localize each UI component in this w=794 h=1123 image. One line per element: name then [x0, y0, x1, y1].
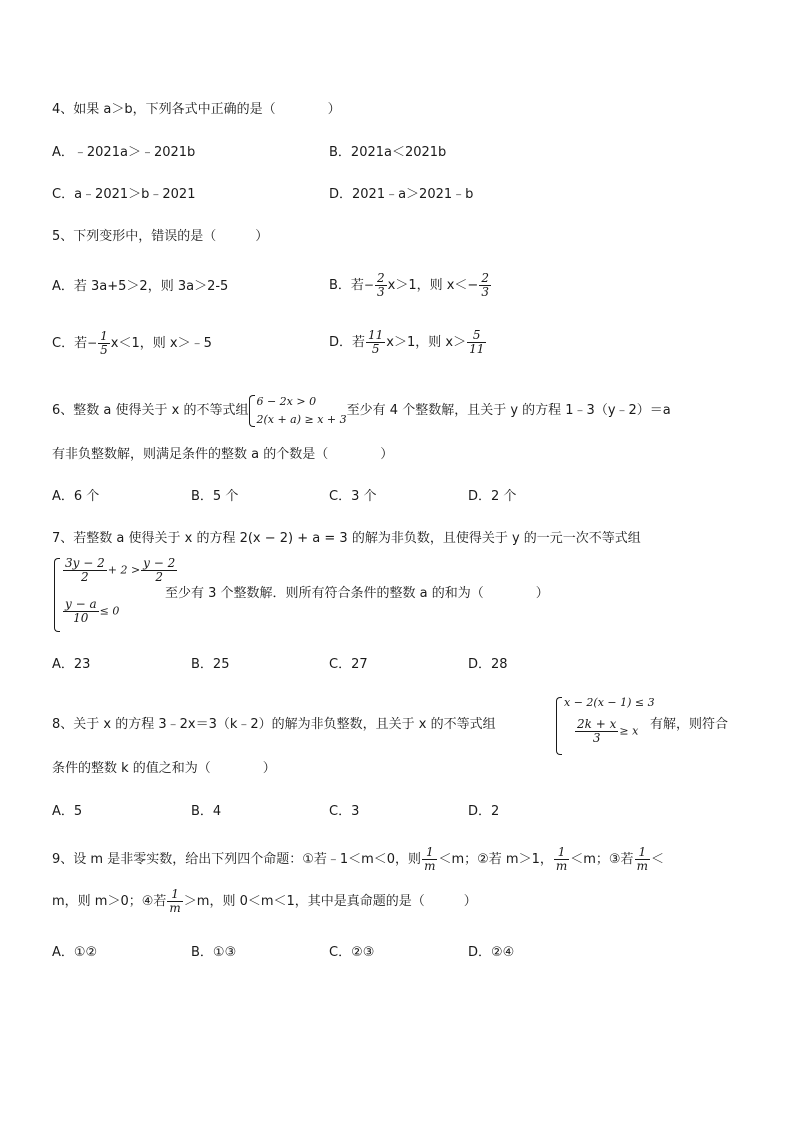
q9-fraction-2: $\frac{1}{m}$	[555, 845, 568, 873]
q5-option-d	[329, 328, 487, 358]
q5-b-prefix: B．若	[329, 278, 364, 293]
q7-le: ≤ 0	[99, 604, 120, 618]
q5-stem: 5、下列变形中，错误的是（ ）	[52, 229, 269, 244]
q7-option-a: A．23	[52, 657, 91, 672]
q6-option-a: A．6 个	[52, 489, 100, 504]
q9-l1-b: ＜m；②若 m＞1，	[438, 852, 553, 867]
q7-row2	[62, 598, 119, 625]
q9-fraction-3: $\frac{1}{m}$	[636, 845, 648, 873]
q6-stem-b: 至少有 4 个整数解，且关于 y 的方程 1﹣3（y﹣2）＝a	[346, 403, 671, 418]
q6-stem-a: 6、整数 a 使得关于 x 的不等式组	[52, 403, 249, 418]
q8-stem-a: 8、关于 x 的方程 3﹣2x＝3（k﹣2）的解为非负整数，且关于 x 的不等式组	[52, 717, 496, 732]
q5-d-prefix: D．若	[329, 335, 366, 350]
q9-option-d: D．②④	[468, 945, 515, 960]
q6-option-c: C．3 个	[329, 489, 377, 504]
q6-option-d: D．2 个	[468, 489, 517, 504]
q5-d-fraction-1: $\frac{11}{5}$	[368, 328, 384, 356]
q7-fraction-3: $\frac{y - a}{10}$	[65, 597, 97, 625]
q5-option-b: B．若− $\frac{2}{3}$ x＞1，则 x＜− $\frac{2}{3}$	[329, 271, 489, 299]
q7-row1	[62, 557, 178, 584]
q9-line2	[52, 887, 477, 917]
q7-fraction-1: $\frac{3y - 2}{2}$	[65, 556, 105, 584]
q5-c-fraction: $\frac{1}{5}$	[100, 329, 108, 357]
q5-b-middle: x＞1，则 x＜−	[387, 278, 479, 293]
q9-l2-b: ＞m，则 0＜m＜1，其中是真命题的是（ ）	[183, 894, 477, 909]
q8-option-d: D．2	[468, 804, 500, 819]
q8-fraction: $\frac{2k + x}{3}$	[577, 717, 617, 745]
q7-stem-a: 7、若整数 a 使得关于 x 的方程 2(x − 2) + a = 3 的解为非负数，且使得关于 y 的一元一次不等式组	[52, 531, 641, 546]
q7-op: + 2 >	[107, 563, 141, 577]
q7-fraction-2: $\frac{y - 2}{2}$	[143, 556, 176, 584]
q4-stem: 4、如果 a＞b，下列各式中正确的是（ ）	[52, 102, 341, 117]
q9-option-c: C．②③	[329, 945, 375, 960]
q8-ge: ≥ x	[619, 724, 639, 738]
q9-l1-d: ＜	[650, 852, 664, 867]
q4-option-b: B．2021a＜2021b	[329, 145, 447, 160]
q8-row1: x − 2(x − 1) ≤ 3	[564, 696, 655, 709]
q8-option-c: C．3	[329, 804, 360, 819]
q4-option-c: C．a﹣2021＞b﹣2021	[52, 187, 196, 202]
q7-option-c: C．27	[329, 657, 368, 672]
q9-option-b: B．①③	[191, 945, 237, 960]
q5-option-a: A．若 3a+5＞2，则 3a＞2-5	[52, 279, 229, 294]
q6-stem-line1	[52, 391, 671, 431]
q7-option-b: B．25	[191, 657, 230, 672]
q9-l1-c: ＜m；③若	[570, 852, 634, 867]
q5-c-post: x＜1，则 x＞﹣5	[110, 336, 212, 351]
q9-l1-a: 9、设 m 是非零实数，给出下列四个命题：①若﹣1＜m＜0，则	[52, 852, 422, 867]
q9-fraction-1: $\frac{1}{m}$	[424, 845, 436, 873]
q5-b-fraction-1: $\frac{2}{3}$	[376, 271, 385, 299]
q8-option-b: B．4	[191, 804, 222, 819]
q7-option-d: D．28	[468, 657, 508, 672]
q5-d-middle: x＞1，则 x＞	[386, 335, 467, 350]
q8-brace	[556, 697, 562, 755]
q9-l2-a: m，则 m＞0；④若	[52, 894, 167, 909]
q9-line1	[52, 845, 664, 875]
q6-inequality-system: 6 − 2x > 0 2(x + a) ≥ x + 3	[248, 393, 346, 429]
q9-fraction-4: $\frac{1}{m}$	[169, 887, 181, 915]
q5-c-prefix: C．若	[52, 336, 88, 351]
q4-option-a: A．﹣2021a＞﹣2021b	[52, 145, 196, 160]
q8-stem-c: 条件的整数 k 的值之和为（ ）	[52, 761, 276, 776]
q7-brace	[54, 558, 60, 632]
q6-option-b: B．5 个	[191, 489, 239, 504]
q6-stem-c: 有非负整数解，则满足条件的整数 a 的个数是（ ）	[52, 447, 394, 462]
q8-stem-b: 有解，则符合	[650, 717, 729, 732]
q4-option-d: D．2021﹣a＞2021﹣b	[329, 187, 474, 202]
q8-option-a: A．5	[52, 804, 83, 819]
q9-option-a: A．①②	[52, 945, 98, 960]
q7-stem-b: 至少有 3 个整数解．则所有符合条件的整数 a 的和为（ ）	[165, 586, 549, 601]
q5-b-fraction-2: $\frac{2}{3}$	[481, 271, 489, 299]
q5-option-c: C．若− $\frac{1}{5}$ x＜1，则 x＞﹣5	[52, 329, 212, 357]
q5-d-fraction-2: $\frac{5}{11}$	[469, 328, 485, 356]
q8-row2	[574, 718, 638, 745]
